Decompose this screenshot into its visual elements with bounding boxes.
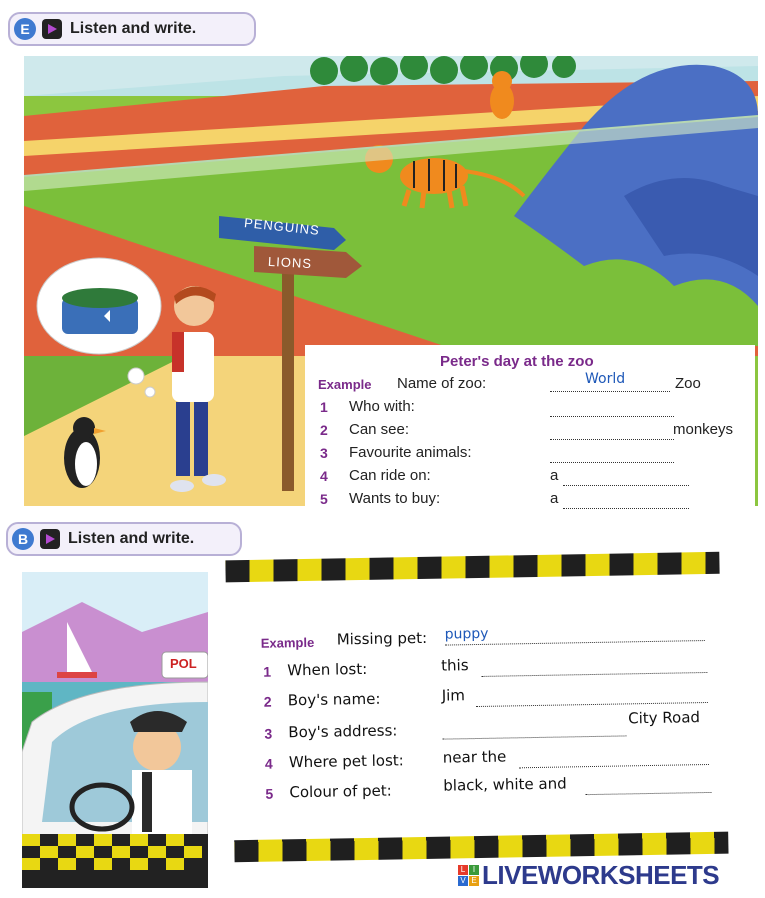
row-number: 2 [320, 422, 328, 438]
row-suffix: Zoo [675, 375, 701, 392]
play-icon[interactable] [40, 529, 60, 549]
answer-4-input[interactable] [563, 469, 689, 486]
zoo-card [305, 345, 755, 510]
stripe-top [225, 552, 719, 583]
row-prefix: a [550, 467, 559, 484]
row-number: 5 [320, 491, 328, 507]
answer-b1-input[interactable] [481, 656, 707, 677]
row-label: Wants to buy: [349, 490, 441, 507]
section-b-heading: Listen and write. [68, 530, 195, 547]
section-e-header [8, 12, 256, 46]
row-number: 2 [263, 693, 272, 710]
answer-2-input[interactable] [550, 423, 674, 440]
answer-b3-input[interactable] [442, 719, 626, 739]
row-prefix: Jim [441, 686, 466, 705]
row-label: Can see: [349, 421, 410, 438]
answer-b2-input[interactable] [476, 686, 708, 707]
row-label: Missing pet: [336, 628, 428, 649]
answer-5-input[interactable] [563, 492, 689, 509]
row-suffix: City Road [627, 708, 701, 728]
row-prefix: black, white and [443, 774, 567, 795]
answer-line [445, 626, 705, 646]
row-label: Boy's address: [288, 721, 398, 742]
section-e-heading: Listen and write. [70, 20, 197, 37]
answer-1-input[interactable] [550, 400, 674, 417]
answer-example: World [585, 371, 626, 387]
police-illustration [22, 572, 208, 888]
liveworksheets-logo [458, 860, 719, 891]
row-prefix: this [441, 656, 469, 675]
example-label: Example [318, 377, 372, 392]
police-card [225, 552, 730, 871]
row-number: 4 [320, 468, 328, 484]
sign-lions: LIONS [267, 253, 313, 272]
row-label: Where pet lost: [288, 751, 404, 772]
zoo-card-title: Peter's day at the zoo [440, 353, 594, 370]
row-number: 5 [265, 785, 274, 802]
answer-example: puppy [444, 625, 489, 643]
row-suffix: monkeys [673, 421, 734, 438]
row-number: 3 [320, 445, 328, 461]
example-label: Example [260, 634, 315, 651]
row-number: 1 [320, 399, 328, 415]
answer-b4-input[interactable] [519, 748, 709, 768]
brand-name: LIVEWORKSHEETS [482, 860, 720, 890]
row-label: Who with: [349, 398, 415, 415]
row-label: Name of zoo: [397, 375, 487, 392]
row-label: Colour of pet: [289, 781, 392, 802]
stripe-bottom [234, 832, 728, 863]
section-b-header [6, 522, 242, 556]
logo-grid-icon: L I V E [458, 865, 479, 886]
play-icon[interactable] [42, 19, 62, 39]
row-number: 1 [263, 663, 272, 680]
answer-3-input[interactable] [550, 446, 674, 463]
section-b-badge: B [12, 528, 34, 550]
row-number: 3 [264, 725, 273, 742]
answer-b5-input[interactable] [585, 776, 711, 795]
row-number: 4 [264, 755, 273, 772]
police-sign: POL [170, 656, 197, 671]
row-label: Can ride on: [349, 467, 431, 484]
row-label: Boy's name: [287, 689, 381, 710]
row-label: When lost: [287, 659, 368, 680]
sign-penguins: PENGUINS [243, 215, 321, 238]
row-label: Favourite animals: [349, 444, 472, 461]
row-prefix: a [550, 490, 559, 507]
section-e-badge: E [14, 18, 36, 40]
row-prefix: near the [442, 747, 507, 767]
